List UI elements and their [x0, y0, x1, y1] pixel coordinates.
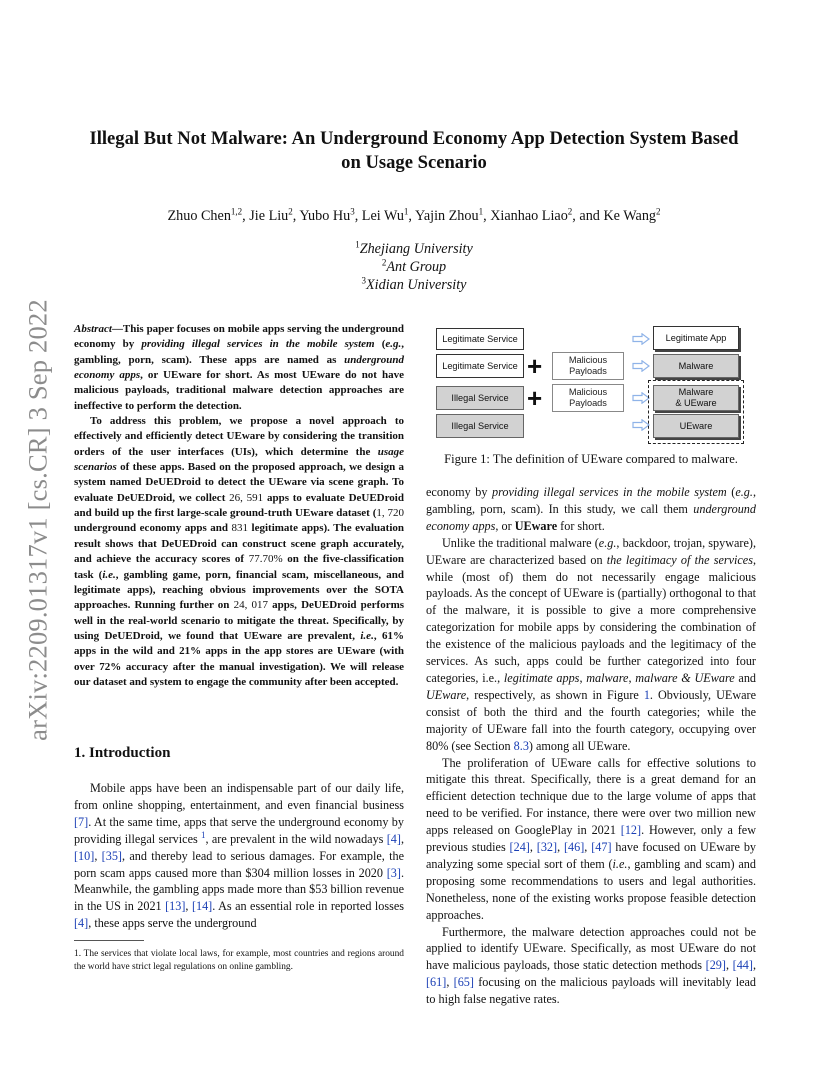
right-paragraph-4: Furthermore, the malware detection approaches could not be applied to identify UEware. Specifically, as most UEware do not have malicious payloads, those static detection methods [29], [44], [61], [65] focusing on the malicious payloads will inevitably lead to high false negative rates. — [426, 924, 757, 1007]
citation-link[interactable]: [3] — [386, 865, 401, 880]
author: Jie Liu$^2$ — [249, 206, 293, 224]
citation-link[interactable]: [12] — [620, 823, 642, 838]
citation-link[interactable]: [4] — [74, 916, 89, 931]
right-paragraph-1: economy by providing illegal services in the mobile system (e.g., gambling, porn, scam). In this study, we call them underground economy apps, or UEware for short. — [426, 485, 756, 533]
right-column-body — [426, 484, 756, 1008]
author-list: Zhuo Chen$^{1,2}$, Jie Liu$^2$, Yubo Hu$^3$, Lei Wu$^1$, Yajin Zhou$^1$, Xianhao Liao$^2$, and Ke Wang$^2$ — [167, 206, 661, 224]
citation-link[interactable]: [65] — [453, 975, 474, 990]
author: Lei Wu$^1$ — [361, 206, 409, 224]
affiliations — [60, 240, 768, 294]
malicious-payloads-box: Malicious Payloads — [552, 384, 624, 412]
abstract-paragraph-2: To address this problem, we propose a novel approach to effectively and efficiently detect UEware by considering the transition orders of the user interfaces (UIs), which determine the usage scenarios of these apps. Based on the proposed approach, we design a system named DeUEDroid to detect the UEware via scene graph. To evaluate DeUEDroid, we collect 26, 591 apps to evaluate DeUEDroid and build up the first large-scale ground-truth UEware dataset (1, 720 underground economy apps and 831 legitimate apps). The evaluation result shows that DeUEDroid can construct scene graph accurately, and achieve the accuracy scores of 77.70% on the five-classification task (i.e., gambling game, porn, financial scam, miscellaneous, and legitimate apps), reaching obvious improvements over the SOTA approaches. Running further on 24, 017 apps, DeUEDroid performs well in the real-world scenario to mitigate the threat. Specifically, by using DeUEDroid, we found that UEware are prevalent, i.e., 61% apps in the wild and 21% apps in the app stores are UEware (with over 72% accuracy after the manual investigation). We will release our dataset and system to engage the community after been accepted. — [74, 415, 405, 688]
citation-link[interactable]: [14] — [191, 899, 213, 914]
ueware-box: UEware — [653, 414, 739, 438]
citation-link[interactable]: [46] — [563, 840, 585, 855]
title-line-2: on Usage Scenario — [341, 152, 487, 173]
malware-and-ueware-box: Malware & UEware — [653, 385, 739, 411]
figure-link[interactable]: 1 — [643, 687, 650, 702]
citation-link[interactable]: [10] — [74, 848, 95, 863]
abstract-paragraph-1: Abstract—This paper focuses on mobile apps serving the underground economy by providing illegal services in the mobile system (e.g., gambling, porn, scam). These apps are named as underground economy apps, or UEware for short. As most UEware do not have malicious payloads, traditional malware detection approaches are ineffective to perform the detection. — [74, 323, 404, 412]
author: Yubo Hu$^3$ — [299, 206, 355, 224]
arxiv-identifier — [13, 280, 63, 760]
malware-box: Malware — [653, 354, 739, 378]
legitimate-app-box: Legitimate App — [653, 326, 739, 350]
citation-link[interactable]: [61] — [426, 975, 447, 990]
paper-title — [60, 127, 768, 175]
author: Ke Wang$^2$ — [603, 206, 661, 224]
footnote-rule — [74, 940, 144, 941]
section-heading-introduction: 1. Introduction — [74, 745, 171, 761]
legitimate-service-box: Legitimate Service — [436, 328, 524, 350]
citation-link[interactable]: [4] — [386, 831, 401, 846]
affiliation: $^2$Ant Group — [381, 257, 447, 275]
right-arrow-icon — [632, 333, 650, 345]
affiliation: $^3$Xidian University — [361, 275, 467, 293]
abstract — [74, 322, 404, 690]
introduction-body — [74, 780, 404, 932]
ueware-group-outline — [648, 380, 744, 444]
malicious-payloads-box: Malicious Payloads — [552, 352, 624, 380]
footnote-link[interactable]: 1 — [201, 829, 206, 840]
citation-link[interactable]: [44] — [732, 958, 753, 973]
plus-icon: + — [527, 351, 543, 381]
footnote: 1. The services that violate local laws, for example, most countries and regions around the world have strict legal regulations on online gambling. — [74, 949, 404, 972]
citation-link[interactable]: [7] — [74, 814, 89, 829]
citation-link[interactable]: [24] — [509, 840, 530, 855]
author: Zhuo Chen$^{1,2}$ — [167, 206, 243, 224]
author: Xianhao Liao$^2$ — [490, 206, 573, 224]
plus-icon: + — [527, 383, 543, 413]
title-line-1: Illegal But Not Malware: An Underground Economy App Detection System Based — [89, 128, 739, 149]
citation-link[interactable]: [47] — [591, 840, 612, 855]
section-link[interactable]: 8.3 — [513, 738, 529, 753]
citation-link[interactable]: [29] — [705, 958, 726, 973]
affiliation: $^1$Zhejiang University — [355, 239, 473, 257]
right-paragraph-2: Unlike the traditional malware (e.g., backdoor, trojan, spyware), UEware are characterized based on the legitimacy of the services, while (most of) them do not necessarily engage malicious payloads. As the concept of UEware is (partially) orthogonal to that of the malware, it is possible to give a more comprehensive categorization for mobile apps by considering the combination of the existence of the malicious payloads and the legitimacy of the services. As such, apps could be further categorized into four categories, i.e., legitimate apps, malware, malware & UEware and UEware, respectively, as shown in Figure 1. Obviously, UEware consist of both the third and the fourth categories; while the majority of UEware fall into the fourth category, occupying over 80% (see Section 8.3) among all UEware. — [426, 535, 757, 753]
citation-link[interactable]: [13] — [165, 899, 186, 914]
illegal-service-box: Illegal Service — [436, 414, 524, 438]
citation-link[interactable]: [35] — [101, 848, 122, 863]
illegal-service-box: Illegal Service — [436, 386, 524, 410]
intro-paragraph-1: Mobile apps have been an indispensable part of our daily life, from online shopping, entertainment, and even financial business [7]. At the same time, apps that serve the underground economy by providing illegal services $^1$, are prevalent in the wild nowadays [4], [10], [35], and thereby lead to serious damages. For example, the porn scam apps caused more than $304 million losses in 2020 [3]. Meanwhile, the gambling apps made more than $53 billion revenue in the US in 2021 [13], [14]. As an essential role in reported losses [4], these apps serve the underground — [74, 781, 405, 931]
figure-1 — [426, 318, 756, 446]
citation-link[interactable]: [32] — [536, 840, 558, 855]
right-paragraph-3: The proliferation of UEware calls for effective solutions to mitigate this threat. Specifically, there is a great demand for an efficient detection technique due to the large volume of apps that need to be verified. For instance, there were over two million new apps released on GooglePlay in 2021 [12]. However, only a few previous studies [24], [32], [46], [47] have focused on UEware by analyzing some special sort of them (i.e., gambling and scam) and proposing some recommendations to users and legal authorities. Nonetheless, none of the existing works propose feasible detection approaches. — [426, 755, 757, 922]
arxiv-identifier-text: arXiv:2209.01317v1 [cs.CR] 3 Sep 2022 — [22, 299, 53, 741]
author: Yajin Zhou$^1$ — [415, 206, 484, 224]
right-arrow-icon — [632, 360, 650, 372]
legitimate-service-box: Legitimate Service — [436, 354, 524, 378]
figure-1-caption: Figure 1: The definition of UEware compared to malware. — [444, 452, 738, 466]
